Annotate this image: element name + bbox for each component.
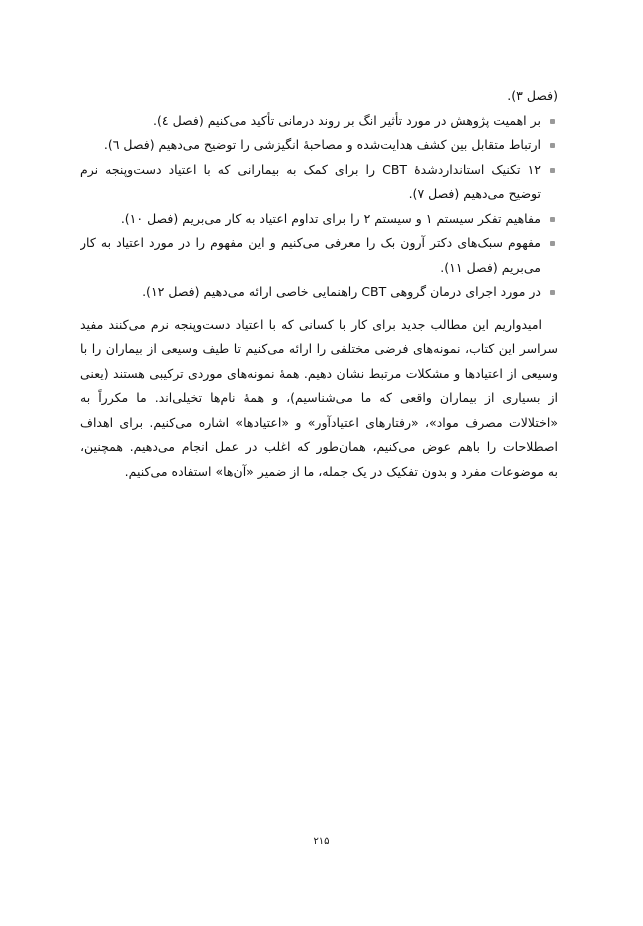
- lead-line: (فصل ۳).: [507, 88, 558, 103]
- page-number: ۲۱۵: [313, 836, 330, 847]
- bullet-item: [80, 158, 558, 183]
- bullet-icon: [550, 119, 555, 124]
- page-body: [80, 84, 558, 484]
- bullet-icon: [550, 143, 555, 148]
- bullet-icon: [550, 217, 555, 222]
- bullet-item: [80, 231, 558, 256]
- bullet-text: ارتباط متقابل بین کشف هدایت‌شده و مصاحبهٔ انگیزشی را توضیح می‌دهیم (فصل ٦).: [103, 137, 541, 152]
- bullet-item: [80, 133, 558, 158]
- bullet-item: [80, 207, 558, 232]
- bullet-icon: [550, 168, 555, 173]
- bullet-text: مفهوم سبک‌های دکتر آرون بک را معرفی می‌کنیم و این مفهوم را در مورد اعتیاد به کار: [80, 235, 541, 250]
- paragraph-line: وسیعی از اعتیادها و مشکلات مرتبط نشان دهیم. همهٔ نمونه‌های موردی ترکیبی هستند (یعنی: [80, 365, 558, 381]
- body-paragraph: [80, 313, 558, 485]
- bullet-text: مفاهیم تفکر سیستم ۱ و سیستم ۲ را برای تداوم اعتیاد به کار می‌بریم (فصل ۱۰).: [120, 210, 541, 226]
- bullet-icon: [550, 290, 555, 295]
- bullet-text: بر اهمیت پژوهش در مورد تأثیر انگ بر روند درمانی تأکید می‌کنیم (فصل ٤).: [153, 112, 541, 128]
- bullet-icon: [550, 241, 555, 246]
- paragraph-line: به موضوعات مفرد و بدون تفکیک در یک جمله، ما از ضمیر «آن‌ها» استفاده می‌کنیم.: [124, 463, 558, 479]
- paragraph-line: امیدواریم این مطالب جدید برای کار با کسانی که با اعتیاد دست‌وپنجه نرم می‌کنند مفید: [80, 316, 542, 332]
- bullet-continuation: می‌بریم (فصل ۱۱).: [440, 259, 541, 275]
- bullet-item: [80, 109, 558, 134]
- bullet-continuation: توضیح می‌دهیم (فصل ۷).: [408, 186, 541, 201]
- bullet-item: [80, 280, 558, 305]
- paragraph-line: از بسیاری از بیماران واقعی که ما می‌شناسیم)، و همهٔ نام‌ها تخیلی‌اند. ما مکرراً به: [80, 390, 558, 405]
- paragraph-line: «اختلالات مصرف مواد»، «رفتارهای اعتیادآور» و «اعتیادها» اشاره می‌کنیم. برای اهداف: [80, 414, 558, 430]
- bullet-text: در مورد اجرای درمان گروهی CBT راهنمایی خاصی ارائه می‌دهیم (فصل ۱۲).: [142, 284, 541, 299]
- paragraph-line: سراسر این کتاب، نمونه‌های فرضی مختلفی را ارائه می‌کنیم تا طیف وسیعی از بیماران را با: [80, 341, 558, 356]
- bullet-text: ۱۲ تکنیک استانداردشدهٔ CBT را برای کمک به بیمارانی که با اعتیاد دست‌وپنجه نرم: [80, 161, 541, 177]
- paragraph-line: اصطلاحات را باهم عوض می‌کنیم، همان‌طور که اغلب در عمل انجام می‌دهیم. همچنین،: [80, 439, 558, 454]
